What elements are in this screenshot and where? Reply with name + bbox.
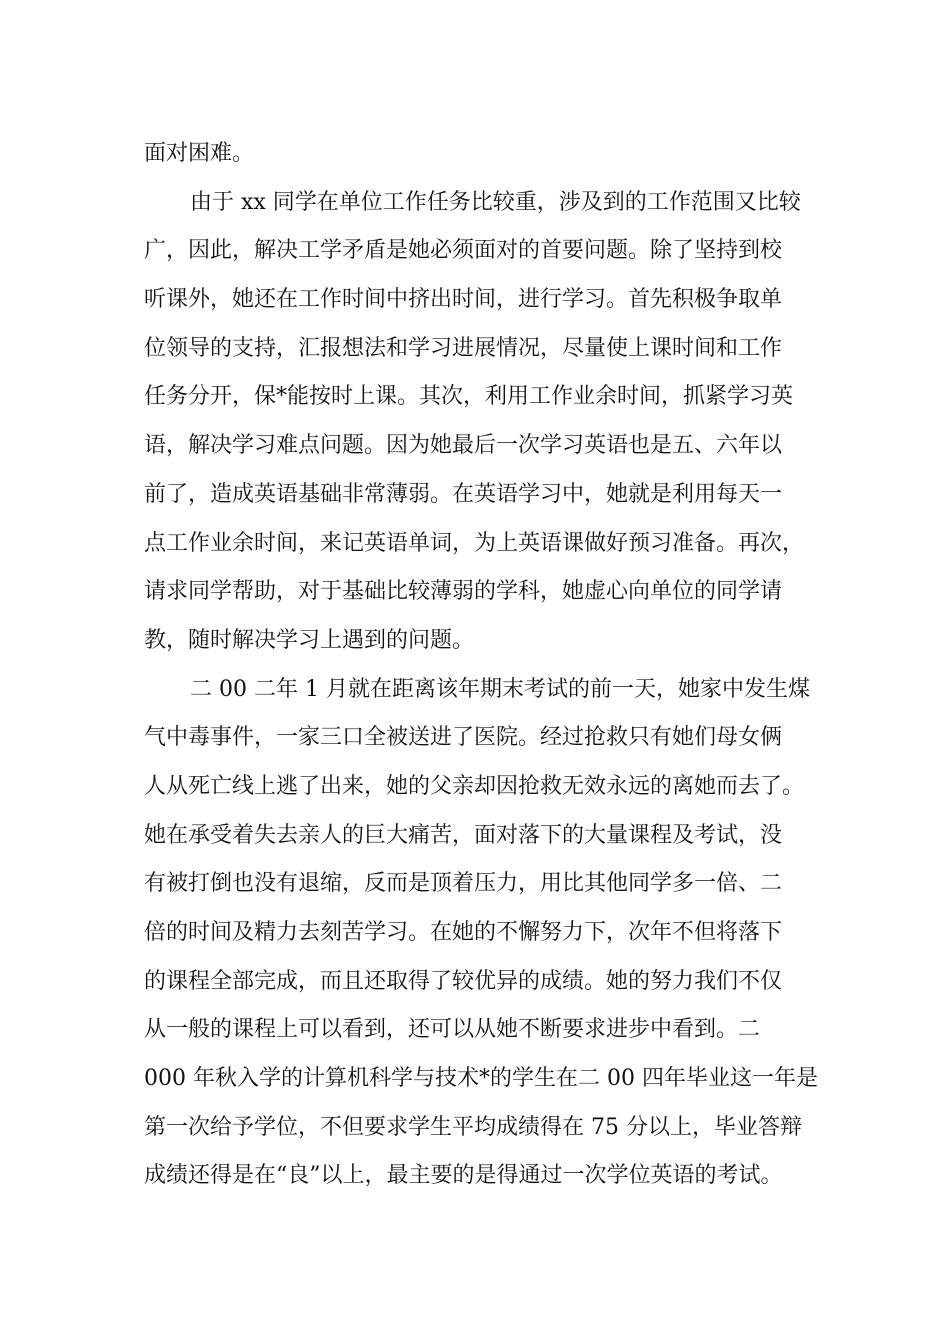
text-line: 从一般的课程上可以看到，还可以从她不断要求进步中看到。二: [144, 1017, 761, 1043]
text-line: 成绩还得是在“良”以上，最主要的是得通过一次学位英语的考试。: [144, 1163, 783, 1189]
text-line: 面对困难。: [144, 141, 255, 166]
text-line: 有被打倒也没有退缩，反而是顶着压力，用比其他同学多一倍、二: [144, 871, 783, 897]
text-line: 教，随时解决学习上遇到的问题。: [144, 627, 475, 653]
text-line: 由于 xx 同学在单位工作任务比较重，涉及到的工作范围又比较: [190, 189, 801, 215]
text-line: 前了，造成英语基础非常薄弱。在英语学习中，她就是利用每天一: [144, 481, 783, 507]
document-body: [144, 130, 824, 1201]
text-line: 点工作业余时间，来记英语单词，为上英语课做好预习准备。再次，: [144, 530, 805, 556]
text-line: 位领导的支持，汇报想法和学习进展情况，尽量使上课时间和工作: [144, 335, 783, 361]
text-line: 她在承受着失去亲人的巨大痛苦，面对落下的大量课程及考试，没: [144, 822, 783, 848]
text-line: 气中毒事件，一家三口全被送进了医院。经过抢救只有她们母女俩: [144, 725, 783, 751]
text-line: 人从死亡线上逃了出来，她的父亲却因抢救无效永远的离她而去了。: [144, 773, 805, 799]
text-line: 广，因此，解决工学矛盾是她必须面对的首要问题。除了坚持到校: [144, 238, 783, 264]
text-line: 语，解决学习难点问题。因为她最后一次学习英语也是五、六年以: [144, 433, 783, 459]
text-line: 的课程全部完成，而且还取得了较优异的成绩。她的努力我们不仅: [144, 968, 783, 994]
text-line: 听课外，她还在工作时间中挤出时间，进行学习。首先积极争取单: [144, 287, 783, 313]
text-line: 请求同学帮助，对于基础比较薄弱的学科，她虚心向单位的同学请: [144, 579, 783, 605]
text-line: 倍的时间及精力去刻苦学习。在她的不懈努力下，次年不但将落下: [144, 920, 783, 945]
text-line: 000 年秋入学的计算机科学与技术*的学生在二 00 四年毕业这一年是: [144, 1066, 818, 1092]
text-line: 二 00 二年 1 月就在距离该年期末考试的前一天，她家中发生煤: [190, 676, 810, 702]
text-line: 任务分开，保*能按时上课。其次，利用工作业余时间，抓紧学习英: [144, 384, 794, 410]
text-line: 第一次给予学位，不但要求学生平均成绩得在 75 分以上，毕业答辩: [144, 1114, 802, 1140]
